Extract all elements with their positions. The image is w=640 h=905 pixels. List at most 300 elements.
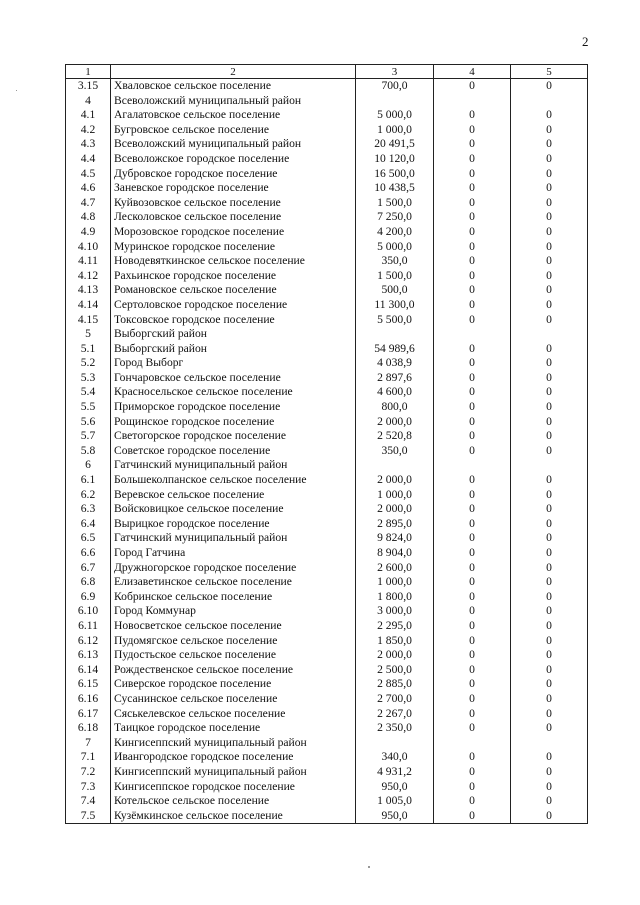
amount-value: 10 438,5	[356, 181, 434, 196]
amount-value: 2 600,0	[356, 561, 434, 576]
column-4-value: 0	[434, 342, 511, 357]
column-5-value: 0	[511, 488, 588, 503]
municipality-name: Гатчинский муниципальный район	[111, 458, 356, 473]
table-row	[66, 225, 588, 240]
column-4-value: 0	[434, 298, 511, 313]
row-number: 6.16	[66, 692, 111, 707]
table-row	[66, 269, 588, 284]
municipality-name: Дружногорское городское поселение	[111, 561, 356, 576]
row-number: 4.11	[66, 254, 111, 269]
amount-value: 1 800,0	[356, 590, 434, 605]
table-row	[66, 342, 588, 357]
municipality-name: Рождественское сельское поселение	[111, 663, 356, 678]
column-4-value: 0	[434, 152, 511, 167]
amount-value: 4 038,9	[356, 356, 434, 371]
amount-value: 4 931,2	[356, 765, 434, 780]
table-row	[66, 79, 588, 94]
municipality-name: Заневское городское поселение	[111, 181, 356, 196]
row-number: 5.1	[66, 342, 111, 357]
column-4-value: 0	[434, 225, 511, 240]
municipality-name: Кингисеппский муниципальный район	[111, 765, 356, 780]
column-5-value: 0	[511, 634, 588, 649]
municipality-name: Большеколпанское сельское поселение	[111, 473, 356, 488]
municipality-name: Новодевяткинское сельское поселение	[111, 254, 356, 269]
row-number: 5.8	[66, 444, 111, 459]
municipality-name: Морозовское городское поселение	[111, 225, 356, 240]
row-number: 4.7	[66, 196, 111, 211]
table-row	[66, 721, 588, 736]
column-5-value: 0	[511, 780, 588, 795]
column-5-value: 0	[511, 342, 588, 357]
municipality-name: Сертоловское городское поселение	[111, 298, 356, 313]
column-4-value: 0	[434, 283, 511, 298]
table-row	[66, 604, 588, 619]
column-4-value: 0	[434, 181, 511, 196]
amount-value: 8 904,0	[356, 546, 434, 561]
column-5-value: 0	[511, 444, 588, 459]
amount-value: 1 850,0	[356, 634, 434, 649]
allocation-table	[65, 64, 588, 824]
column-5-value: 0	[511, 765, 588, 780]
column-5-value: 0	[511, 356, 588, 371]
table-row	[66, 736, 588, 751]
municipality-name: Елизаветинское сельское поселение	[111, 575, 356, 590]
row-number: 6.13	[66, 648, 111, 663]
column-5-value: 0	[511, 604, 588, 619]
scan-speck	[368, 866, 370, 868]
municipality-name: Кобринское сельское поселение	[111, 590, 356, 605]
column-4-value: 0	[434, 356, 511, 371]
table-row	[66, 794, 588, 809]
municipality-name: Светогорское городское поселение	[111, 429, 356, 444]
amount-value: 1 000,0	[356, 488, 434, 503]
row-number: 4.12	[66, 269, 111, 284]
row-number: 6.10	[66, 604, 111, 619]
column-5-value: 0	[511, 269, 588, 284]
amount-value: 2 350,0	[356, 721, 434, 736]
column-5-value: 0	[511, 152, 588, 167]
table-row	[66, 400, 588, 415]
column-5-value: 0	[511, 137, 588, 152]
column-header-3: 3	[356, 65, 434, 79]
column-4-value: 0	[434, 561, 511, 576]
column-4-value: 0	[434, 137, 511, 152]
column-4-value	[434, 94, 511, 109]
row-number: 7.4	[66, 794, 111, 809]
column-5-value: 0	[511, 517, 588, 532]
row-number: 5.3	[66, 371, 111, 386]
amount-value: 500,0	[356, 283, 434, 298]
amount-value: 5 500,0	[356, 313, 434, 328]
amount-value: 5 000,0	[356, 108, 434, 123]
municipality-name: Гончаровское сельское поселение	[111, 371, 356, 386]
row-number: 4.3	[66, 137, 111, 152]
municipality-name: Дубровское городское поселение	[111, 167, 356, 182]
row-number: 6.11	[66, 619, 111, 634]
column-4-value: 0	[434, 240, 511, 255]
amount-value: 2 295,0	[356, 619, 434, 634]
column-4-value: 0	[434, 502, 511, 517]
table-row	[66, 458, 588, 473]
table-row	[66, 677, 588, 692]
column-5-value: 0	[511, 707, 588, 722]
row-number: 4.14	[66, 298, 111, 313]
row-number: 6.3	[66, 502, 111, 517]
amount-value: 1 000,0	[356, 123, 434, 138]
column-5-value: 0	[511, 590, 588, 605]
column-5-value: 0	[511, 677, 588, 692]
amount-value: 2 885,0	[356, 677, 434, 692]
row-number: 6.5	[66, 531, 111, 546]
column-4-value: 0	[434, 692, 511, 707]
table-row	[66, 167, 588, 182]
amount-value	[356, 94, 434, 109]
column-4-value: 0	[434, 707, 511, 722]
table-row	[66, 429, 588, 444]
amount-value: 11 300,0	[356, 298, 434, 313]
scan-speck	[16, 90, 17, 91]
table-row	[66, 648, 588, 663]
row-number: 5.6	[66, 415, 111, 430]
row-number: 6.14	[66, 663, 111, 678]
row-number: 5.7	[66, 429, 111, 444]
municipality-name: Ивангородское городское поселение	[111, 750, 356, 765]
column-4-value: 0	[434, 619, 511, 634]
column-4-value: 0	[434, 765, 511, 780]
column-4-value: 0	[434, 196, 511, 211]
municipality-name: Советское городское поселение	[111, 444, 356, 459]
table-body	[66, 79, 588, 824]
column-5-value: 0	[511, 181, 588, 196]
column-4-value	[434, 736, 511, 751]
municipality-name: Кингисеппский муниципальный район	[111, 736, 356, 751]
row-number: 6.8	[66, 575, 111, 590]
table-row	[66, 634, 588, 649]
amount-value: 9 824,0	[356, 531, 434, 546]
row-number: 4.5	[66, 167, 111, 182]
row-number: 7.2	[66, 765, 111, 780]
amount-value: 2 267,0	[356, 707, 434, 722]
table-row	[66, 531, 588, 546]
table-row	[66, 327, 588, 342]
column-5-value: 0	[511, 561, 588, 576]
column-5-value	[511, 458, 588, 473]
column-5-value: 0	[511, 225, 588, 240]
row-number: 4.15	[66, 313, 111, 328]
table-row	[66, 123, 588, 138]
table-row	[66, 663, 588, 678]
column-5-value: 0	[511, 298, 588, 313]
column-5-value: 0	[511, 648, 588, 663]
amount-value: 2 700,0	[356, 692, 434, 707]
column-5-value: 0	[511, 575, 588, 590]
municipality-name: Веревское сельское поселение	[111, 488, 356, 503]
column-4-value: 0	[434, 313, 511, 328]
amount-value: 1 500,0	[356, 196, 434, 211]
municipality-name: Новосветское сельское поселение	[111, 619, 356, 634]
row-number: 4	[66, 94, 111, 109]
table-row	[66, 561, 588, 576]
column-4-value: 0	[434, 721, 511, 736]
column-5-value: 0	[511, 531, 588, 546]
column-5-value: 0	[511, 663, 588, 678]
column-4-value: 0	[434, 634, 511, 649]
municipality-name: Сяськелевское сельское поселение	[111, 707, 356, 722]
municipality-name: Войсковицкое сельское поселение	[111, 502, 356, 517]
column-5-value	[511, 327, 588, 342]
amount-value: 10 120,0	[356, 152, 434, 167]
column-4-value: 0	[434, 400, 511, 415]
municipality-name: Романовское сельское поселение	[111, 283, 356, 298]
table-row	[66, 371, 588, 386]
column-4-value: 0	[434, 531, 511, 546]
column-header-4: 4	[434, 65, 511, 79]
municipality-name: Лесколовское сельское поселение	[111, 210, 356, 225]
table-row	[66, 210, 588, 225]
table-row	[66, 488, 588, 503]
column-4-value: 0	[434, 167, 511, 182]
header-row	[66, 65, 588, 79]
row-number: 4.4	[66, 152, 111, 167]
table-row	[66, 298, 588, 313]
column-4-value: 0	[434, 123, 511, 138]
amount-value: 340,0	[356, 750, 434, 765]
amount-value: 20 491,5	[356, 137, 434, 152]
amount-value: 7 250,0	[356, 210, 434, 225]
amount-value: 950,0	[356, 809, 434, 824]
column-4-value: 0	[434, 473, 511, 488]
row-number: 6.12	[66, 634, 111, 649]
table-row	[66, 415, 588, 430]
table-row	[66, 94, 588, 109]
column-5-value: 0	[511, 619, 588, 634]
row-number: 4.10	[66, 240, 111, 255]
municipality-name: Токсовское городское поселение	[111, 313, 356, 328]
amount-value: 2 520,8	[356, 429, 434, 444]
table-row	[66, 809, 588, 824]
amount-value: 2 897,6	[356, 371, 434, 386]
amount-value	[356, 736, 434, 751]
amount-value: 1 005,0	[356, 794, 434, 809]
amount-value: 800,0	[356, 400, 434, 415]
amount-value: 950,0	[356, 780, 434, 795]
column-4-value: 0	[434, 604, 511, 619]
amount-value: 16 500,0	[356, 167, 434, 182]
table-row	[66, 385, 588, 400]
column-4-value: 0	[434, 444, 511, 459]
column-5-value: 0	[511, 385, 588, 400]
column-5-value: 0	[511, 721, 588, 736]
column-5-value: 0	[511, 400, 588, 415]
column-4-value: 0	[434, 648, 511, 663]
column-4-value: 0	[434, 809, 511, 824]
municipality-name: Всеволожское городское поселение	[111, 152, 356, 167]
municipality-name: Сиверское городское поселение	[111, 677, 356, 692]
municipality-name: Всеволожский муниципальный район	[111, 94, 356, 109]
municipality-name: Город Гатчина	[111, 546, 356, 561]
amount-value	[356, 458, 434, 473]
municipality-name: Пудостьское сельское поселение	[111, 648, 356, 663]
amount-value: 2 895,0	[356, 517, 434, 532]
municipality-name: Вырицкое городское поселение	[111, 517, 356, 532]
table-row	[66, 313, 588, 328]
row-number: 7	[66, 736, 111, 751]
table-row	[66, 283, 588, 298]
table-row	[66, 240, 588, 255]
municipality-name: Сусанинское сельское поселение	[111, 692, 356, 707]
column-5-value: 0	[511, 502, 588, 517]
row-number: 4.6	[66, 181, 111, 196]
municipality-name: Таицкое городское поселение	[111, 721, 356, 736]
municipality-name: Муринское городское поселение	[111, 240, 356, 255]
column-5-value: 0	[511, 473, 588, 488]
row-number: 6.6	[66, 546, 111, 561]
amount-value: 350,0	[356, 444, 434, 459]
table-row	[66, 707, 588, 722]
column-5-value: 0	[511, 108, 588, 123]
column-5-value: 0	[511, 283, 588, 298]
municipality-name: Выборгский район	[111, 342, 356, 357]
municipality-name: Бугровское сельское поселение	[111, 123, 356, 138]
column-header-5: 5	[511, 65, 588, 79]
row-number: 5	[66, 327, 111, 342]
amount-value: 2 000,0	[356, 502, 434, 517]
municipality-name: Всеволожский муниципальный район	[111, 137, 356, 152]
municipality-name: Приморское городское поселение	[111, 400, 356, 415]
amount-value: 4 600,0	[356, 385, 434, 400]
table-row	[66, 196, 588, 211]
row-number: 6.9	[66, 590, 111, 605]
table-row	[66, 619, 588, 634]
table-row	[66, 502, 588, 517]
table-row	[66, 517, 588, 532]
row-number: 5.2	[66, 356, 111, 371]
amount-value: 2 000,0	[356, 473, 434, 488]
column-4-value: 0	[434, 108, 511, 123]
row-number: 7.3	[66, 780, 111, 795]
row-number: 6.1	[66, 473, 111, 488]
column-4-value: 0	[434, 794, 511, 809]
amount-value: 350,0	[356, 254, 434, 269]
row-number: 7.5	[66, 809, 111, 824]
municipality-name: Пудомягское сельское поселение	[111, 634, 356, 649]
row-number: 4.9	[66, 225, 111, 240]
amount-value	[356, 327, 434, 342]
column-4-value: 0	[434, 429, 511, 444]
column-4-value: 0	[434, 750, 511, 765]
column-5-value: 0	[511, 371, 588, 386]
table-row	[66, 765, 588, 780]
table-row	[66, 137, 588, 152]
row-number: 5.4	[66, 385, 111, 400]
column-4-value: 0	[434, 517, 511, 532]
municipality-name: Рахьинское городское поселение	[111, 269, 356, 284]
row-number: 4.8	[66, 210, 111, 225]
amount-value: 4 200,0	[356, 225, 434, 240]
row-number: 3.15	[66, 79, 111, 94]
column-4-value: 0	[434, 79, 511, 94]
column-4-value: 0	[434, 269, 511, 284]
table-row	[66, 692, 588, 707]
row-number: 6.15	[66, 677, 111, 692]
amount-value: 2 500,0	[356, 663, 434, 678]
municipality-name: Город Выборг	[111, 356, 356, 371]
municipality-name: Котельское сельское поселение	[111, 794, 356, 809]
municipality-name: Рощинское городское поселение	[111, 415, 356, 430]
table-header	[66, 65, 588, 79]
table-row	[66, 181, 588, 196]
page-number: 2	[582, 34, 589, 49]
column-4-value	[434, 458, 511, 473]
municipality-name: Кузёмкинское сельское поселение	[111, 809, 356, 824]
table-row	[66, 473, 588, 488]
municipality-name: Выборгский район	[111, 327, 356, 342]
column-4-value	[434, 327, 511, 342]
amount-value: 54 989,6	[356, 342, 434, 357]
column-5-value: 0	[511, 415, 588, 430]
amount-value: 3 000,0	[356, 604, 434, 619]
municipality-name: Красносельское сельское поселение	[111, 385, 356, 400]
amount-value: 5 000,0	[356, 240, 434, 255]
column-5-value: 0	[511, 210, 588, 225]
amount-value: 1 500,0	[356, 269, 434, 284]
column-5-value: 0	[511, 196, 588, 211]
table-row	[66, 254, 588, 269]
column-4-value: 0	[434, 677, 511, 692]
column-4-value: 0	[434, 415, 511, 430]
table-row	[66, 780, 588, 795]
row-number: 4.13	[66, 283, 111, 298]
column-header-1: 1	[66, 65, 111, 79]
amount-value: 2 000,0	[356, 415, 434, 430]
municipality-name: Хваловское сельское поселение	[111, 79, 356, 94]
row-number: 6.17	[66, 707, 111, 722]
municipality-name: Город Коммунар	[111, 604, 356, 619]
municipality-name: Агалатовское сельское поселение	[111, 108, 356, 123]
column-4-value: 0	[434, 385, 511, 400]
municipality-name: Гатчинский муниципальный район	[111, 531, 356, 546]
table-row	[66, 575, 588, 590]
column-5-value: 0	[511, 794, 588, 809]
column-4-value: 0	[434, 254, 511, 269]
column-4-value: 0	[434, 210, 511, 225]
column-5-value: 0	[511, 546, 588, 561]
column-5-value: 0	[511, 240, 588, 255]
row-number: 6	[66, 458, 111, 473]
column-5-value: 0	[511, 429, 588, 444]
table-row	[66, 546, 588, 561]
column-5-value: 0	[511, 809, 588, 824]
amount-value: 1 000,0	[356, 575, 434, 590]
column-5-value: 0	[511, 692, 588, 707]
table-row	[66, 444, 588, 459]
column-4-value: 0	[434, 663, 511, 678]
column-4-value: 0	[434, 575, 511, 590]
column-5-value: 0	[511, 123, 588, 138]
row-number: 6.2	[66, 488, 111, 503]
row-number: 6.4	[66, 517, 111, 532]
row-number: 6.7	[66, 561, 111, 576]
municipality-name: Кингисеппское городское поселение	[111, 780, 356, 795]
column-4-value: 0	[434, 488, 511, 503]
row-number: 4.2	[66, 123, 111, 138]
column-5-value: 0	[511, 79, 588, 94]
row-number: 4.1	[66, 108, 111, 123]
column-4-value: 0	[434, 546, 511, 561]
column-5-value	[511, 94, 588, 109]
column-4-value: 0	[434, 371, 511, 386]
column-5-value: 0	[511, 254, 588, 269]
